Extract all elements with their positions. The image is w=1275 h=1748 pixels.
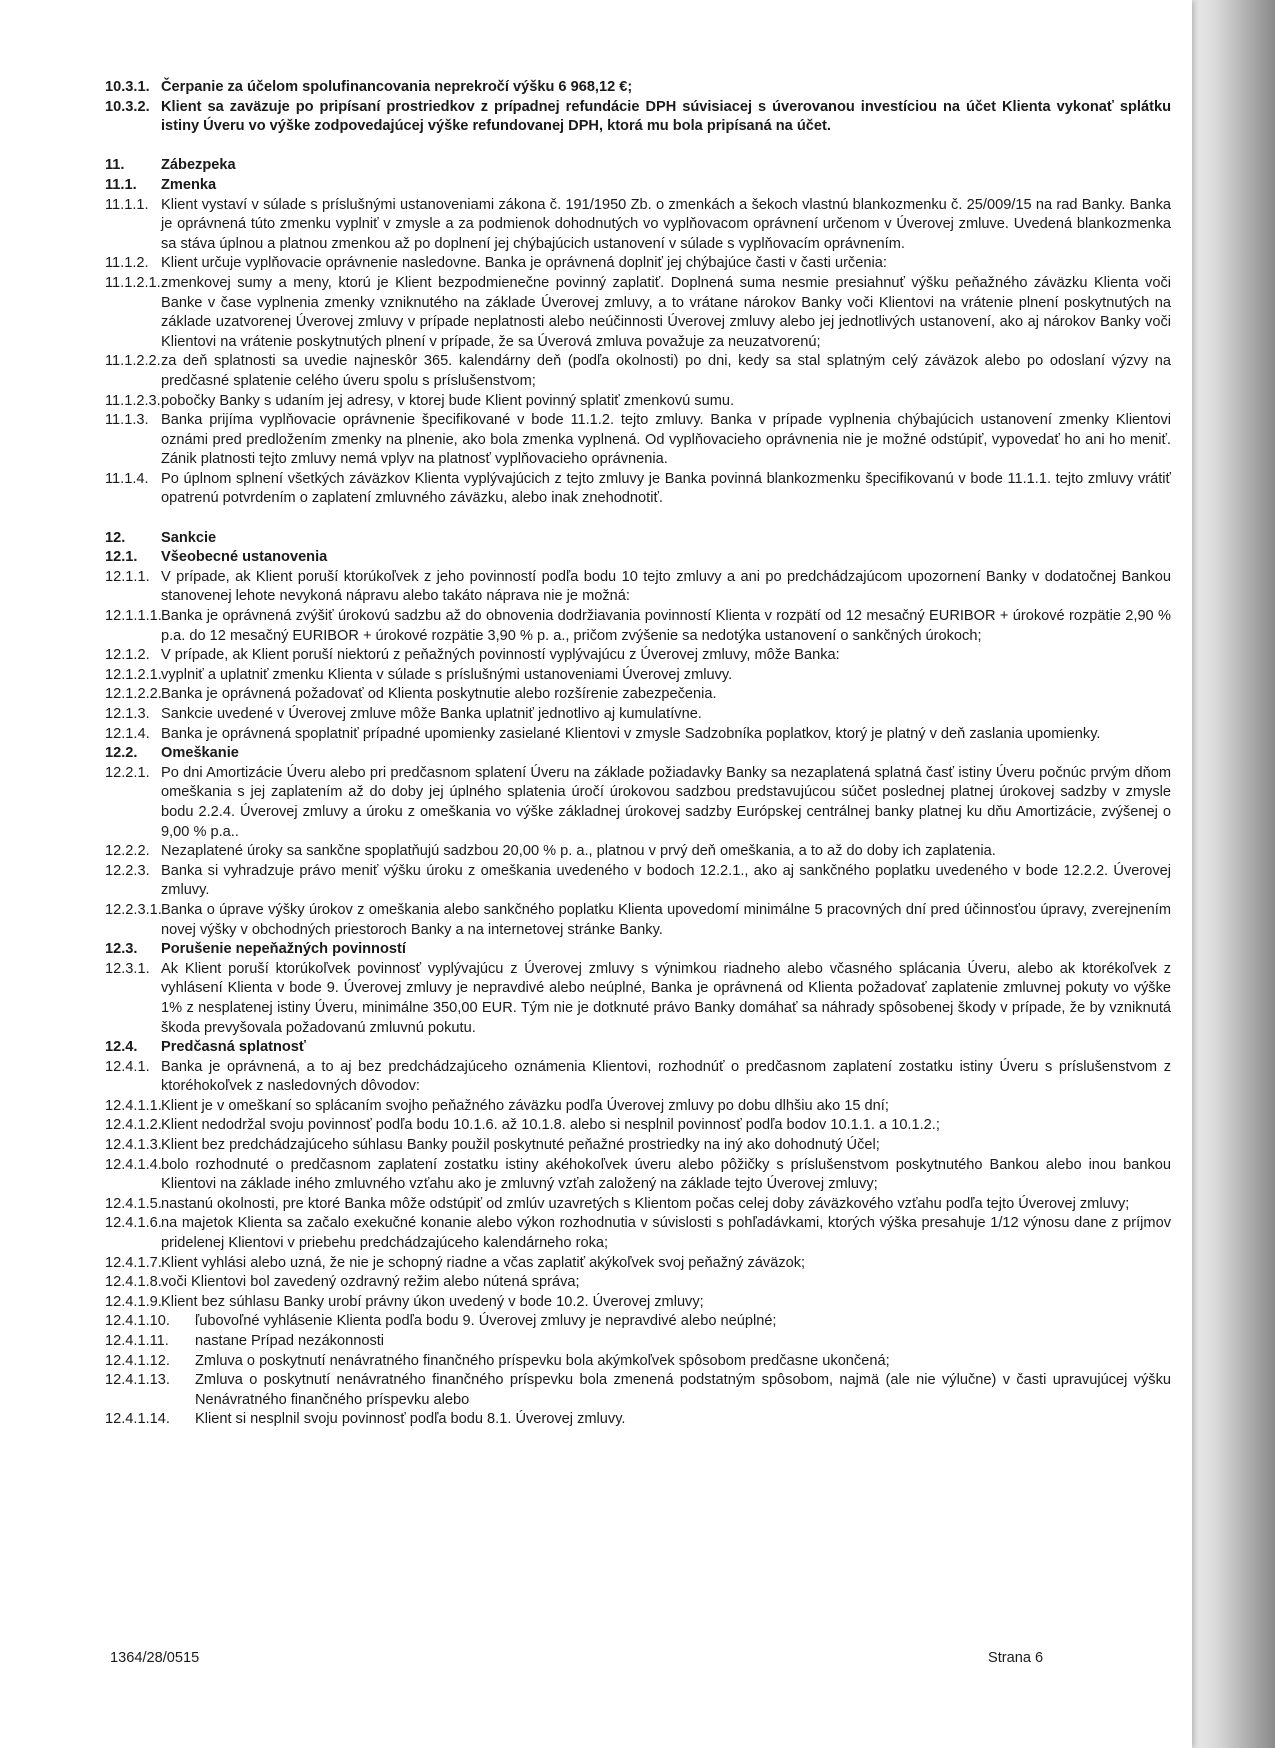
scan-edge-shadow xyxy=(1185,0,1275,1748)
clause-text: vyplniť a uplatniť zmenku Klienta v súlade s príslušnými ustanoveniami Úverovej zmluvy. xyxy=(161,666,733,683)
clause-number: 12.1.2.1. xyxy=(105,666,162,683)
clause-text: ľubovoľné vyhlásenie Klienta podľa bodu 9. Úverovej zmluvy je nepravdivé alebo neúplné; xyxy=(195,1313,777,1330)
clause-number: 12.3.1. xyxy=(105,960,150,977)
clause-text: zmenkovej sumy a meny, ktorú je Klient bezpodmienečne povinný zaplatiť. Doplnená suma nesmie presiahnuť výšku peňažného záväzku Klienta voči Banke v čase vyplnenia zmenky vzniknutého na základe Úverovej zmluvy, a to vrátane nárokov Banky voči Klientovi na vrátenie plnení poskytnutých na základe uzatvorenej Úverovej zmluvy v prípade neplatnosti alebo neúčinnosti Úverovej zmluvy alebo jej jednotlivých ustanovení, ako aj nárokov Banky voči Klientovi na vrátenie poskytnutých plnení v prípade, že sa Úverová zmluva považuje za neuzatvorenú; xyxy=(161,274,1171,350)
clause-number: 12.2.1. xyxy=(105,764,150,781)
clause-number: 12.4.1.10. xyxy=(105,1313,170,1330)
clause-number: 12.4.1.9. xyxy=(105,1293,162,1310)
clause-paragraph xyxy=(105,725,1171,745)
clause-paragraph xyxy=(105,1156,1171,1195)
section-spacer xyxy=(105,509,1171,529)
clause-paragraph xyxy=(105,1293,1171,1313)
clause-paragraph xyxy=(105,1116,1171,1136)
clause-paragraph xyxy=(105,607,1171,646)
document-body xyxy=(105,78,1171,1430)
clause-text: Všeobecné ustanovenia xyxy=(161,549,328,566)
clause-text: Klient určuje vyplňovacie oprávnenie nasledovne. Banka je oprávnená doplniť jej chýbajúce časti v časti určenia: xyxy=(161,255,887,272)
section-spacer xyxy=(105,137,1171,157)
clause-number: 11. xyxy=(105,157,125,174)
clause-number: 12.4.1.5. xyxy=(105,1195,162,1212)
clause-number: 11.1.3. xyxy=(105,412,149,429)
section-heading xyxy=(105,176,1171,196)
clause-number: 11.1.2.3. xyxy=(105,392,161,409)
clause-paragraph xyxy=(105,685,1171,705)
clause-paragraph xyxy=(105,196,1171,255)
clause-number: 12.4.1.13. xyxy=(105,1372,170,1389)
clause-text: Banka o úprave výšky úrokov z omeškania alebo sankčného poplatku Klienta upovedomí minimálne 5 pracovných dní pred účinnosťou úpravy, zverejnením novej výšky v obchodných priestoroch Banky a na internetovej stránke Banky. xyxy=(161,901,1171,938)
clause-number: 11.1.2. xyxy=(105,255,149,272)
clause-paragraph xyxy=(105,1195,1171,1215)
clause-number: 12.2.3.1. xyxy=(105,901,162,918)
clause-number: 12.4.1.1. xyxy=(105,1097,162,1114)
clause-text: Po dni Amortizácie Úveru alebo pri predčasnom splatení Úveru na základe požiadavky Banky sa nezaplatená splatná časť istiny Úveru počnúc prvým dňom omeškania s jej zaplatením až do doby jej úplného splatenia úročí úrokovou sadzbou predstavujúcou súčet poslednej platnej úrokovej sadzby v zmysle bodu 2.2.4. Úverovej zmluvy a úroku z omeškania vo výške základnej úrokovej sadzby Európskej centrálnej banky platnej ku dňu Amortizácie, zvýšenej o 9,00 % p.a.. xyxy=(161,764,1171,840)
clause-text: Nezaplatené úroky sa sankčne spoplatňujú sadzbou 20,00 % p. a., platnou v prvý deň omeškania, a to až do doby ich zaplatenia. xyxy=(161,843,996,860)
clause-number: 12.4.1.12. xyxy=(105,1352,170,1369)
clause-text: Sankcie xyxy=(161,529,217,546)
clause-paragraph xyxy=(105,646,1171,666)
clause-number: 12.1.1.1. xyxy=(105,608,162,625)
clause-text: Banka si vyhradzuje právo meniť výšku úroku z omeškania uvedeného v bodoch 12.2.1., ako aj sankčného poplatku uvedeného v bode 12.2.2. Úverovej zmluvy. xyxy=(161,862,1171,899)
clause-number: 11.1.2.2. xyxy=(105,353,161,370)
clause-number: 12.4.1.3. xyxy=(105,1137,162,1154)
clause-number: 12.4.1.14. xyxy=(105,1411,170,1428)
clause-number: 11.1.2.1. xyxy=(105,274,161,291)
clause-number: 12.1.1. xyxy=(105,568,150,585)
clause-text: Po úplnom splnení všetkých záväzkov Klienta vyplývajúcich z tejto zmluvy je Banka povinná blankozmenku špecifikovanú v bode 11.1.1. tejto zmluvy vrátiť opatrenú potvrdením o zaplatení zmluvného záväzku, alebo inak znehodnotiť. xyxy=(161,470,1171,507)
section-heading xyxy=(105,529,1171,549)
clause-text: pobočky Banky s udaním jej adresy, v ktorej bude Klient povinný splatiť zmenkovú sumu. xyxy=(161,392,735,409)
section-heading xyxy=(105,548,1171,568)
clause-text: Klient vystaví v súlade s príslušnými ustanoveniami zákona č. 191/1950 Zb. o zmenkách a šekoch vlastnú blankozmenku č. 25/009/15 na rad Banky. Banka je oprávnená túto zmenku vyplniť v zmysle a za podmienok dohodnutých vo vyplňovacom oprávnení určenom v Úverovej zmluve. Uvedená blankozmenka sa stáva úplnou a platnou zmenkou až po doplnení jej chýbajúcich ustanovení v súlade s vyplňovacím oprávnením. xyxy=(161,196,1171,252)
clause-text: Klient bez predchádzajúceho súhlasu Banky použil poskytnuté peňažné prostriedky na iný ako dohodnutý Účel; xyxy=(161,1137,880,1154)
clause-paragraph xyxy=(105,1273,1171,1293)
clause-text: za deň splatnosti sa uvedie najneskôr 365. kalendárny deň (podľa okolnosti) po dni, kedy sa stal splatným celý záväzok alebo po odoslaní výzvy na predčasné splatenie celého úveru spolu s príslušenstvom; xyxy=(161,353,1171,389)
clause-number: 12.4.1.2. xyxy=(105,1117,162,1134)
clause-paragraph xyxy=(105,862,1171,901)
clause-number: 12.4.1.6. xyxy=(105,1215,162,1232)
footer-doc-number: 1364/28/0515 xyxy=(110,1650,200,1666)
clause-paragraph xyxy=(105,1136,1171,1156)
clause-number: 12. xyxy=(105,529,126,546)
section-heading xyxy=(105,78,1171,98)
clause-text: Zábezpeka xyxy=(161,157,236,174)
clause-paragraph xyxy=(105,392,1171,412)
clause-text: Klient bez súhlasu Banky urobí právny úkon uvedený v bode 10.2. Úverovej zmluvy; xyxy=(161,1293,704,1310)
clause-paragraph xyxy=(105,1254,1171,1274)
clause-text: Čerpanie za účelom spolufinancovania neprekročí výšku 6 968,12 €; xyxy=(161,79,633,95)
clause-paragraph xyxy=(105,568,1171,607)
clause-paragraph xyxy=(105,1371,1171,1410)
clause-text: Banka je oprávnená spoplatniť prípadné upomienky zasielané Klientovi v zmysle Sadzobníka poplatkov, ktorý je platný v deň zaslania upomienky. xyxy=(161,725,1101,742)
clause-paragraph xyxy=(105,1312,1171,1332)
clause-paragraph xyxy=(105,764,1171,842)
clause-number: 12.2.3. xyxy=(105,862,150,879)
clause-paragraph xyxy=(105,470,1171,509)
clause-text: Banka je oprávnená, a to aj bez predchádzajúceho oznámenia Klientovi, rozhodnúť o predčasnom zaplatení zostatku istiny Úveru s príslušenstvom z ktoréhokoľvek z nasledovných dôvodov: xyxy=(161,1058,1171,1095)
clause-number: 12.1.3. xyxy=(105,706,150,722)
clause-number: 12.4.1. xyxy=(105,1058,150,1075)
clause-paragraph xyxy=(105,1332,1171,1352)
clause-text: Omeškanie xyxy=(161,745,239,762)
clause-paragraph xyxy=(105,1352,1171,1372)
section-heading xyxy=(105,156,1171,176)
clause-text: bolo rozhodnuté o predčasnom zaplatení zostatku istiny akéhokoľvek úveru alebo pôžičky s príslušenstvom poskytnutého Bankou alebo inou bankou Klientovi na základe iného zmluvného vzťahu ako je zmluvný vzťah založený na základe tejto Úverovej zmluvy; xyxy=(161,1156,1171,1193)
clause-text: Zmluva o poskytnutí nenávratného finančného príspevku bola zmenená podstatným spôsobom, najmä (ale nie výlučne) v časti upravujúcej výšku Nenávratného finančného príspevku alebo xyxy=(195,1372,1171,1408)
clause-text: nastanú okolnosti, pre ktoré Banka môže odstúpiť od zmlúv uzavretých s Klientom počas celej doby záväzkového vzťahu podľa tejto Úverovej zmluvy; xyxy=(161,1195,1130,1212)
clause-number: 10.3.1. xyxy=(105,79,150,95)
clause-number: 12.4.1.8. xyxy=(105,1274,162,1291)
clause-number: 12.2. xyxy=(105,745,138,762)
clause-number: 12.4.1.11. xyxy=(105,1333,169,1349)
clause-text: na majetok Klienta sa začalo exekučné konanie alebo výkon rozhodnutia v súvislosti s pohľadávkami, ktorých výška presahuje 1/12 výnosu dane z príjmov pridelenej Klientovi v priebehu predchádzajúceho kalendárneho roka; xyxy=(161,1215,1171,1252)
clause-number: 12.3. xyxy=(105,941,138,958)
clause-number: 12.1. xyxy=(105,549,138,566)
clause-text: Banka je oprávnená zvýšiť úrokovú sadzbu až do obnovenia dodržiavania povinností Klienta v rozpätí od 12 mesačný EURIBOR + úrokové rozpätie 2,90 % p.a. do 12 mesačný EURIBOR + úrokové rozpätie 3,90 % p. a., pričom zvýšenie sa nedotýka ustanovení o sankčných úrokoch; xyxy=(161,608,1171,644)
section-heading xyxy=(105,1038,1171,1058)
clause-number: 10.3.2. xyxy=(105,98,150,115)
clause-paragraph xyxy=(105,1058,1171,1097)
clause-text: Klient sa zaväzuje po pripísaní prostriedkov z prípadnej refundácie DPH súvisiacej s úverovanou investíciou na účet Klienta vykonať splátku istiny Úveru vo výške zodpovedajúcej výške refundovanej DPH, ktorá mu bola pripísaná na účet. xyxy=(161,98,1171,135)
clause-number: 12.1.4. xyxy=(105,725,150,742)
clause-paragraph xyxy=(105,274,1171,352)
clause-text: voči Klientovi bol zavedený ozdravný režim alebo nútená správa; xyxy=(161,1274,580,1291)
clause-number: 12.4.1.7. xyxy=(105,1254,162,1271)
clause-text: Ak Klient poruší ktorúkoľvek povinnosť vyplývajúcu z Úverovej zmluvy s výnimkou riadneho alebo včasného splácania Úveru, alebo ak ktorékoľvek z vyhlásení Klienta v bode 9. Úverovej zmluvy je nepravdivé alebo neúplné, Banka je oprávnená od Klienta požadovať zaplatenie zmluvnej pokuty vo výške 1% z nesplatenej istiny Úveru, minimálne 350,00 EUR. Tým nie je dotknuté právo Banky domáhať sa náhrady spôsobenej škody v prípade, že by vzniknutá škoda prevyšovala požadovanú zmluvnú pokutu. xyxy=(161,960,1171,1036)
clause-text: Klient si nesplnil svoju povinnosť podľa bodu 8.1. Úverovej zmluvy. xyxy=(195,1411,626,1428)
footer-page-label: Strana 6 xyxy=(988,1650,1044,1666)
clause-text: Banka je oprávnená požadovať od Klienta poskytnutie alebo rozšírenie zabezpečenia. xyxy=(161,686,717,703)
section-heading xyxy=(105,98,1171,137)
clause-text: Banka prijíma vyplňovacie oprávnenie špecifikované v bode 11.1.2. tejto zmluvy. Banka v prípade vyplnenia chýbajúcich ustanovení zmenky Klientovi oznámi pred predložením zmenky na plnenie, ako bola zmenka vyplnená. Od vyplňovacieho oprávnenia nie je možné odstúpiť, vypovedať ho ani ho meniť. Zánik platnosti tejto zmluvy nemá vplyv na platnosť vyplňovacieho oprávnenia. xyxy=(161,412,1171,468)
clause-text: Klient nedodržal svoju povinnosť podľa bodu 10.1.6. až 10.1.8. alebo si nesplnil povinnosť podľa bodov 10.1.1. a 10.1.2.; xyxy=(161,1117,940,1134)
clause-text: Zmluva o poskytnutí nenávratného finančného príspevku bola akýmkoľvek spôsobom predčasne ukončená; xyxy=(195,1352,890,1369)
section-heading xyxy=(105,744,1171,764)
clause-text: Klient je v omeškaní so splácaním svojho peňažného záväzku podľa Úverovej zmluvy po dobu dlhšiu ako 15 dní; xyxy=(161,1097,889,1114)
clause-paragraph xyxy=(105,960,1171,1038)
clause-number: 11.1.1. xyxy=(105,196,149,213)
clause-paragraph xyxy=(105,666,1171,686)
clause-paragraph xyxy=(105,842,1171,862)
clause-number: 11.1. xyxy=(105,176,137,193)
clause-paragraph xyxy=(105,411,1171,470)
clause-text: V prípade, ak Klient poruší ktorúkoľvek z jeho povinností podľa bodu 10 tejto zmluvy a ani po predchádzajúcom upozornení Banky v dodatočnej Bankou stanovenej lehote nevykoná nápravu alebo takáto náprava nie je možná: xyxy=(161,568,1171,605)
clause-number: 12.1.2.2. xyxy=(105,686,162,703)
clause-text: V prípade, ak Klient poruší niektorú z peňažných povinností vyplývajúcu z Úverovej zmluvy, môže Banka: xyxy=(161,647,840,664)
clause-number: 11.1.4. xyxy=(105,470,149,487)
clause-number: 12.4. xyxy=(105,1039,138,1056)
clause-text: Zmenka xyxy=(161,176,217,193)
clause-paragraph xyxy=(105,352,1171,391)
clause-text: Porušenie nepeňažných povinností xyxy=(161,941,406,958)
clause-number: 12.4.1.4. xyxy=(105,1156,162,1173)
clause-paragraph xyxy=(105,705,1171,725)
clause-paragraph xyxy=(105,1410,1171,1430)
clause-number: 12.1.2. xyxy=(105,647,150,664)
clause-number: 12.2.2. xyxy=(105,843,150,860)
clause-paragraph xyxy=(105,901,1171,940)
clause-paragraph xyxy=(105,1214,1171,1253)
section-heading xyxy=(105,940,1171,960)
clause-text: Sankcie uvedené v Úverovej zmluve môže Banka uplatniť jednotlivo aj kumulatívne. xyxy=(161,706,702,722)
clause-text: Predčasná splatnosť xyxy=(161,1039,306,1056)
clause-paragraph xyxy=(105,254,1171,274)
clause-text: nastane Prípad nezákonnosti xyxy=(195,1333,385,1349)
clause-text: Klient vyhlási alebo uzná, že nie je schopný riadne a včas zaplatiť akýkoľvek svoj peňažný záväzok; xyxy=(161,1254,806,1271)
clause-paragraph xyxy=(105,1097,1171,1117)
